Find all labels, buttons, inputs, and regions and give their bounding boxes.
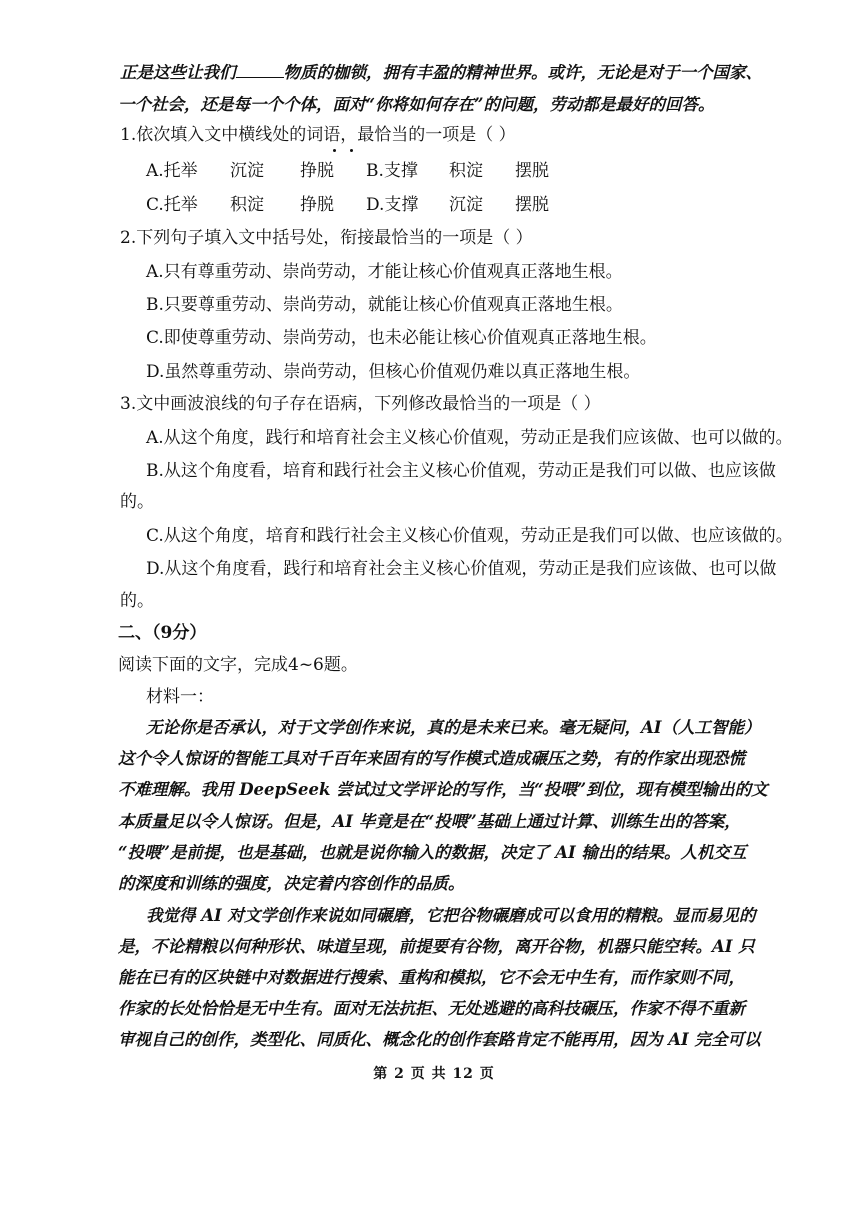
q1-option-d-word-2: 沉淀	[449, 195, 483, 215]
question-3-stem: 3.文中画波浪线的句子存在语病，下列修改最恰当的一项是（ ）	[120, 394, 601, 414]
material-1-p2-line-2: 是，不论精粮以何种形状、味道呈现，前提要有谷物，离开谷物，机器只能空转。AI 只	[118, 937, 755, 956]
q1-option-d-word-3: 摆脱	[515, 195, 549, 215]
q3-option-c: C.从这个角度，培育和践行社会主义核心价值观，劳动正是我们可以做、也应该做的。	[146, 526, 793, 546]
question-2-stem: 2.下列句子填入文中括号处，衔接最恰当的一项是（ ）	[120, 228, 533, 248]
section-2-heading: 二、（9分）	[118, 623, 207, 643]
material-1-p2-line-3: 能在已有的区块链中对数据进行搜索、重构和模拟，它不会无中生有，而作家则不同，	[118, 968, 745, 987]
q1-option-c-word-3: 挣脱	[300, 195, 334, 215]
section-2-instruction: 阅读下面的文字，完成4~6题。	[118, 655, 358, 675]
q3-option-d-line-2: 的。	[120, 591, 154, 611]
passage-line-1-end: 物质的枷锁，拥有丰盈的精神世界。或许，无论是对于一个国家、	[283, 63, 762, 82]
material-1-p1-line-4: 本质量足以令人惊讶。但是，AI 毕竟是在“投喂”基础上通过计算、训练生出的答案，	[118, 812, 741, 831]
q1-option-b-word-1: B.支撑	[366, 161, 418, 181]
material-1-p1-line-6: 的深度和训练的强度，决定着内容创作的品质。	[118, 874, 465, 893]
q1-option-b-word-2: 积淀	[449, 161, 483, 181]
q2-option-b: B.只要尊重劳动、崇尚劳动，就能让核心价值观真正落地生根。	[146, 295, 623, 315]
q3-option-b-line-2: 的。	[120, 492, 154, 512]
material-1-label: 材料一：	[146, 687, 214, 707]
material-1-p2-line-4: 作家的长处恰恰是无中生有。面对无法抗拒、无处逃避的高科技碾压，作家不得不重新	[118, 999, 745, 1018]
emphasis-dot	[350, 149, 353, 152]
passage-line-1-start: 正是这些让我们	[120, 63, 236, 82]
passage-line-1	[120, 62, 762, 84]
q1-option-d-word-1: D.支撑	[366, 195, 419, 215]
material-1-p1-line-5: “投喂”是前提，也是基础，也就是说你输入的数据，决定了 AI 输出的结果。人机交互	[118, 843, 747, 862]
material-1-p1-line-3: 不难理解。我用 DeepSeek 尝试过文学评论的写作，当“投喂”到位，现有模型输出的文	[118, 780, 768, 799]
q2-option-d: D.虽然尊重劳动、崇尚劳动，但核心价值观仍难以真正落地生根。	[146, 362, 641, 382]
q1-option-b-word-3: 摆脱	[515, 161, 549, 181]
q3-option-d-line-1: D.从这个角度看，践行和培育社会主义核心价值观，劳动正是我们应该做、也可以做	[146, 559, 777, 579]
q1-option-a-word-3: 挣脱	[300, 161, 334, 181]
q1-option-a-word-1: A.托举	[146, 161, 198, 181]
passage-line-2: 一个社会，还是每一个个体，面对“你将如何存在”的问题，劳动都是最好的回答。	[118, 95, 715, 114]
material-1-p2-line-5: 审视自己的创作，类型化、同质化、概念化的创作套路肯定不能再用，因为 AI 完全可以	[118, 1030, 761, 1049]
q1-option-c-word-2: 积淀	[230, 195, 264, 215]
q2-option-a: A.只有尊重劳动、崇尚劳动，才能让核心价值观真正落地生根。	[146, 262, 623, 282]
page-number-footer: 第 2 页 共 12 页	[373, 1066, 495, 1082]
material-1-p1-line-1: 无论你是否承认，对于文学创作来说，真的是未来已来。毫无疑问，AI（人工智能）	[146, 718, 761, 737]
q1-option-c-word-1: C.托举	[146, 195, 198, 215]
q2-option-c: C.即使尊重劳动、崇尚劳动，也未必能让核心价值观真正落地生根。	[146, 328, 657, 348]
emphasis-dot	[333, 149, 336, 152]
question-1-stem: 1.依次填入文中横线处的词语，最恰当的一项是（ ）	[120, 125, 516, 145]
q3-option-a: A.从这个角度，践行和培育社会主义核心价值观，劳动正是我们应该做、也可以做的。	[146, 428, 793, 448]
fill-blank	[236, 63, 284, 78]
q3-option-b-line-1: B.从这个角度看，培育和践行社会主义核心价值观，劳动正是我们可以做、也应该做	[146, 461, 776, 481]
material-1-p2-line-1: 我觉得 AI 对文学创作来说如同碾磨，它把谷物碾磨成可以食用的精粮。显而易见的	[146, 906, 756, 925]
material-1-p1-line-2: 这个令人惊讶的智能工具对千百年来固有的写作模式造成碾压之势，有的作家出现恐慌	[118, 749, 745, 768]
q1-option-a-word-2: 沉淀	[230, 161, 264, 181]
